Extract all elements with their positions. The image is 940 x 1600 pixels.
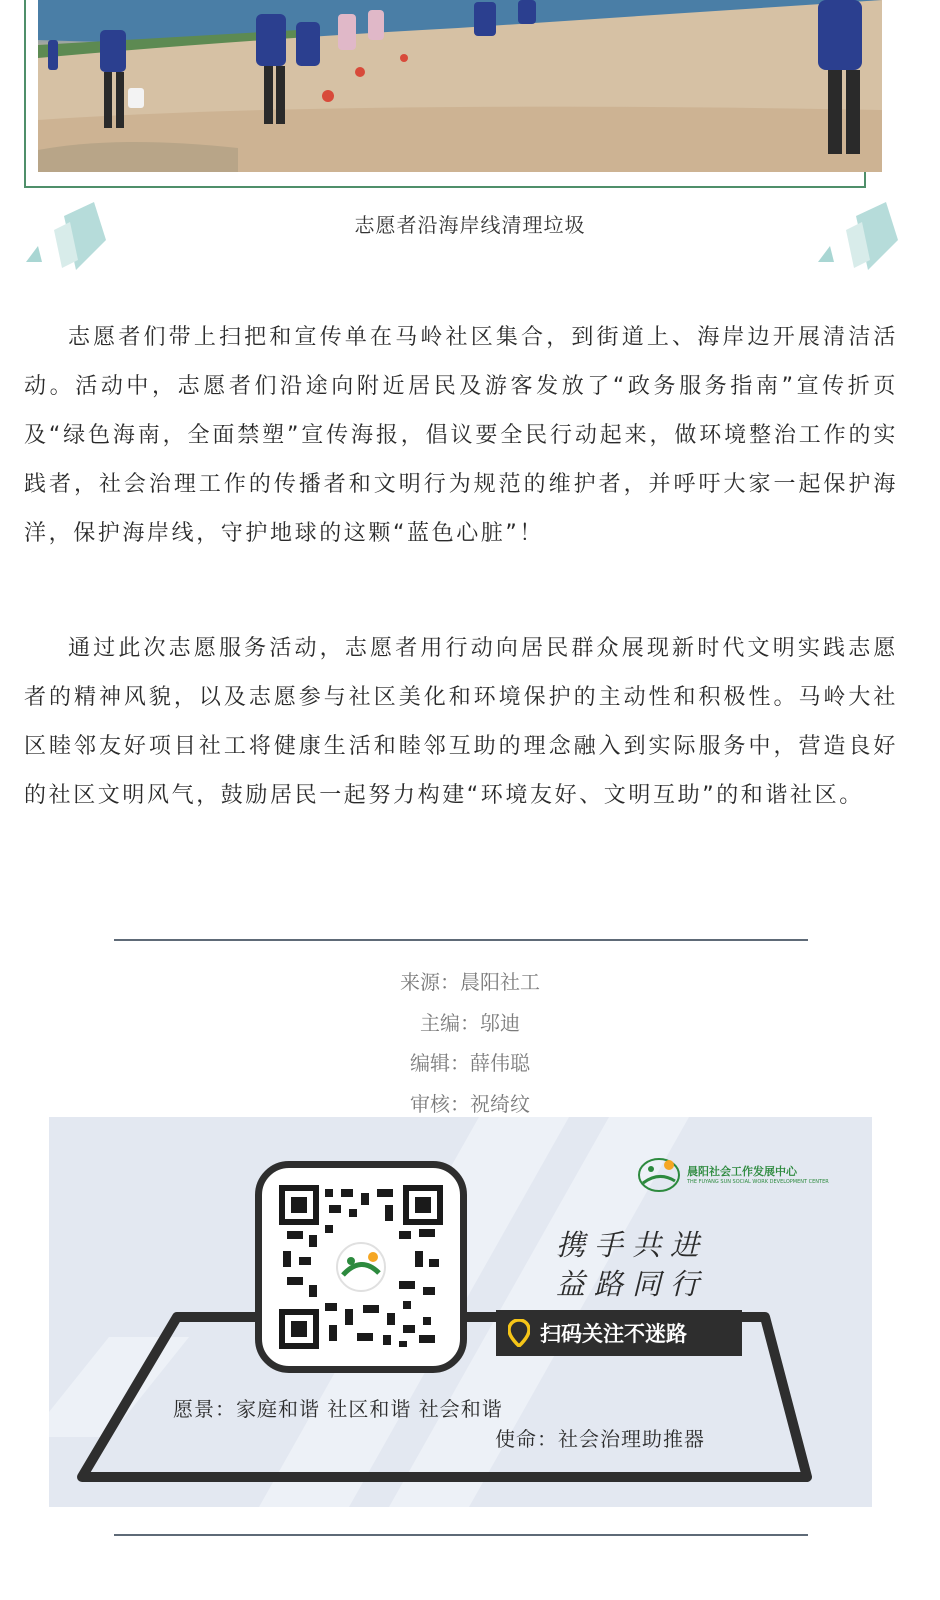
location-pin-icon [508,1319,530,1347]
paragraph-text: 志愿者们带上扫把和宣传单在马岭社区集合，到街道上、海岸边开展清洁活动。活动中，志愿者们沿途向附近居民及游客发放了“政务服务指南”宣传折页及“绿色海南，全面禁塑”宣传海报，倡议要全民行动起来，做环境整治工作的实践者，社会治理工作的传播者和文明行为规范的维护者，并呼吁大家一起保护海洋，保护海岸线，守护地球的这颗“蓝色心脏”！ [24,325,898,546]
photo-caption: 志愿者沿海岸线清理垃圾 [354,213,586,237]
article-paragraph [24,624,898,820]
credits-block [0,962,940,1124]
paragraph-text: 通过此次志愿服务活动，志愿者用行动向居民群众展现新时代文明实践志愿者的精神风貌，以及志愿参与社区美化和环境保护的主动性和积极性。马岭大社区睦邻友好项目社工将健康生活和睦邻互助的理念融入到实际服务中，营造良好的社区文明风气，鼓励居民一起努力构建“环境友好、文明互助”的和谐社区。 [24,636,898,808]
beach-cleanup-photo [38,0,882,172]
credit-chief-editor: 主编：邬迪 [420,1010,520,1035]
credit-reviewer: 审核：祝绮纹 [410,1091,530,1116]
credit-source: 来源：晨阳社工 [400,970,540,994]
slogan-line-2: 益路同行 [556,1267,709,1301]
credit-editor: 编辑：薛伟聪 [410,1051,530,1075]
organization-name: 晨阳社会工作发展中心 [687,1165,797,1178]
organization-logo-icon [637,1155,683,1195]
scan-follow-label: 扫码关注不迷路 [540,1322,687,1346]
article-paragraph [24,313,898,558]
top-divider [114,939,808,941]
slogan-line-1: 携手共进 [556,1228,709,1262]
mission-text: 使命：社会治理助推器 [495,1427,705,1451]
bottom-divider [114,1534,808,1536]
scan-follow-button[interactable] [496,1310,742,1356]
follow-banner [49,1117,872,1507]
vision-text: 愿景：家庭和谐 社区和谐 社会和谐 [173,1397,503,1421]
qr-code-icon[interactable] [279,1185,443,1349]
qr-code-card[interactable] [255,1161,467,1373]
organization-subname: THE FUYANG SUN SOCIAL WORK DEVELOPMENT CENTER [687,1179,829,1185]
